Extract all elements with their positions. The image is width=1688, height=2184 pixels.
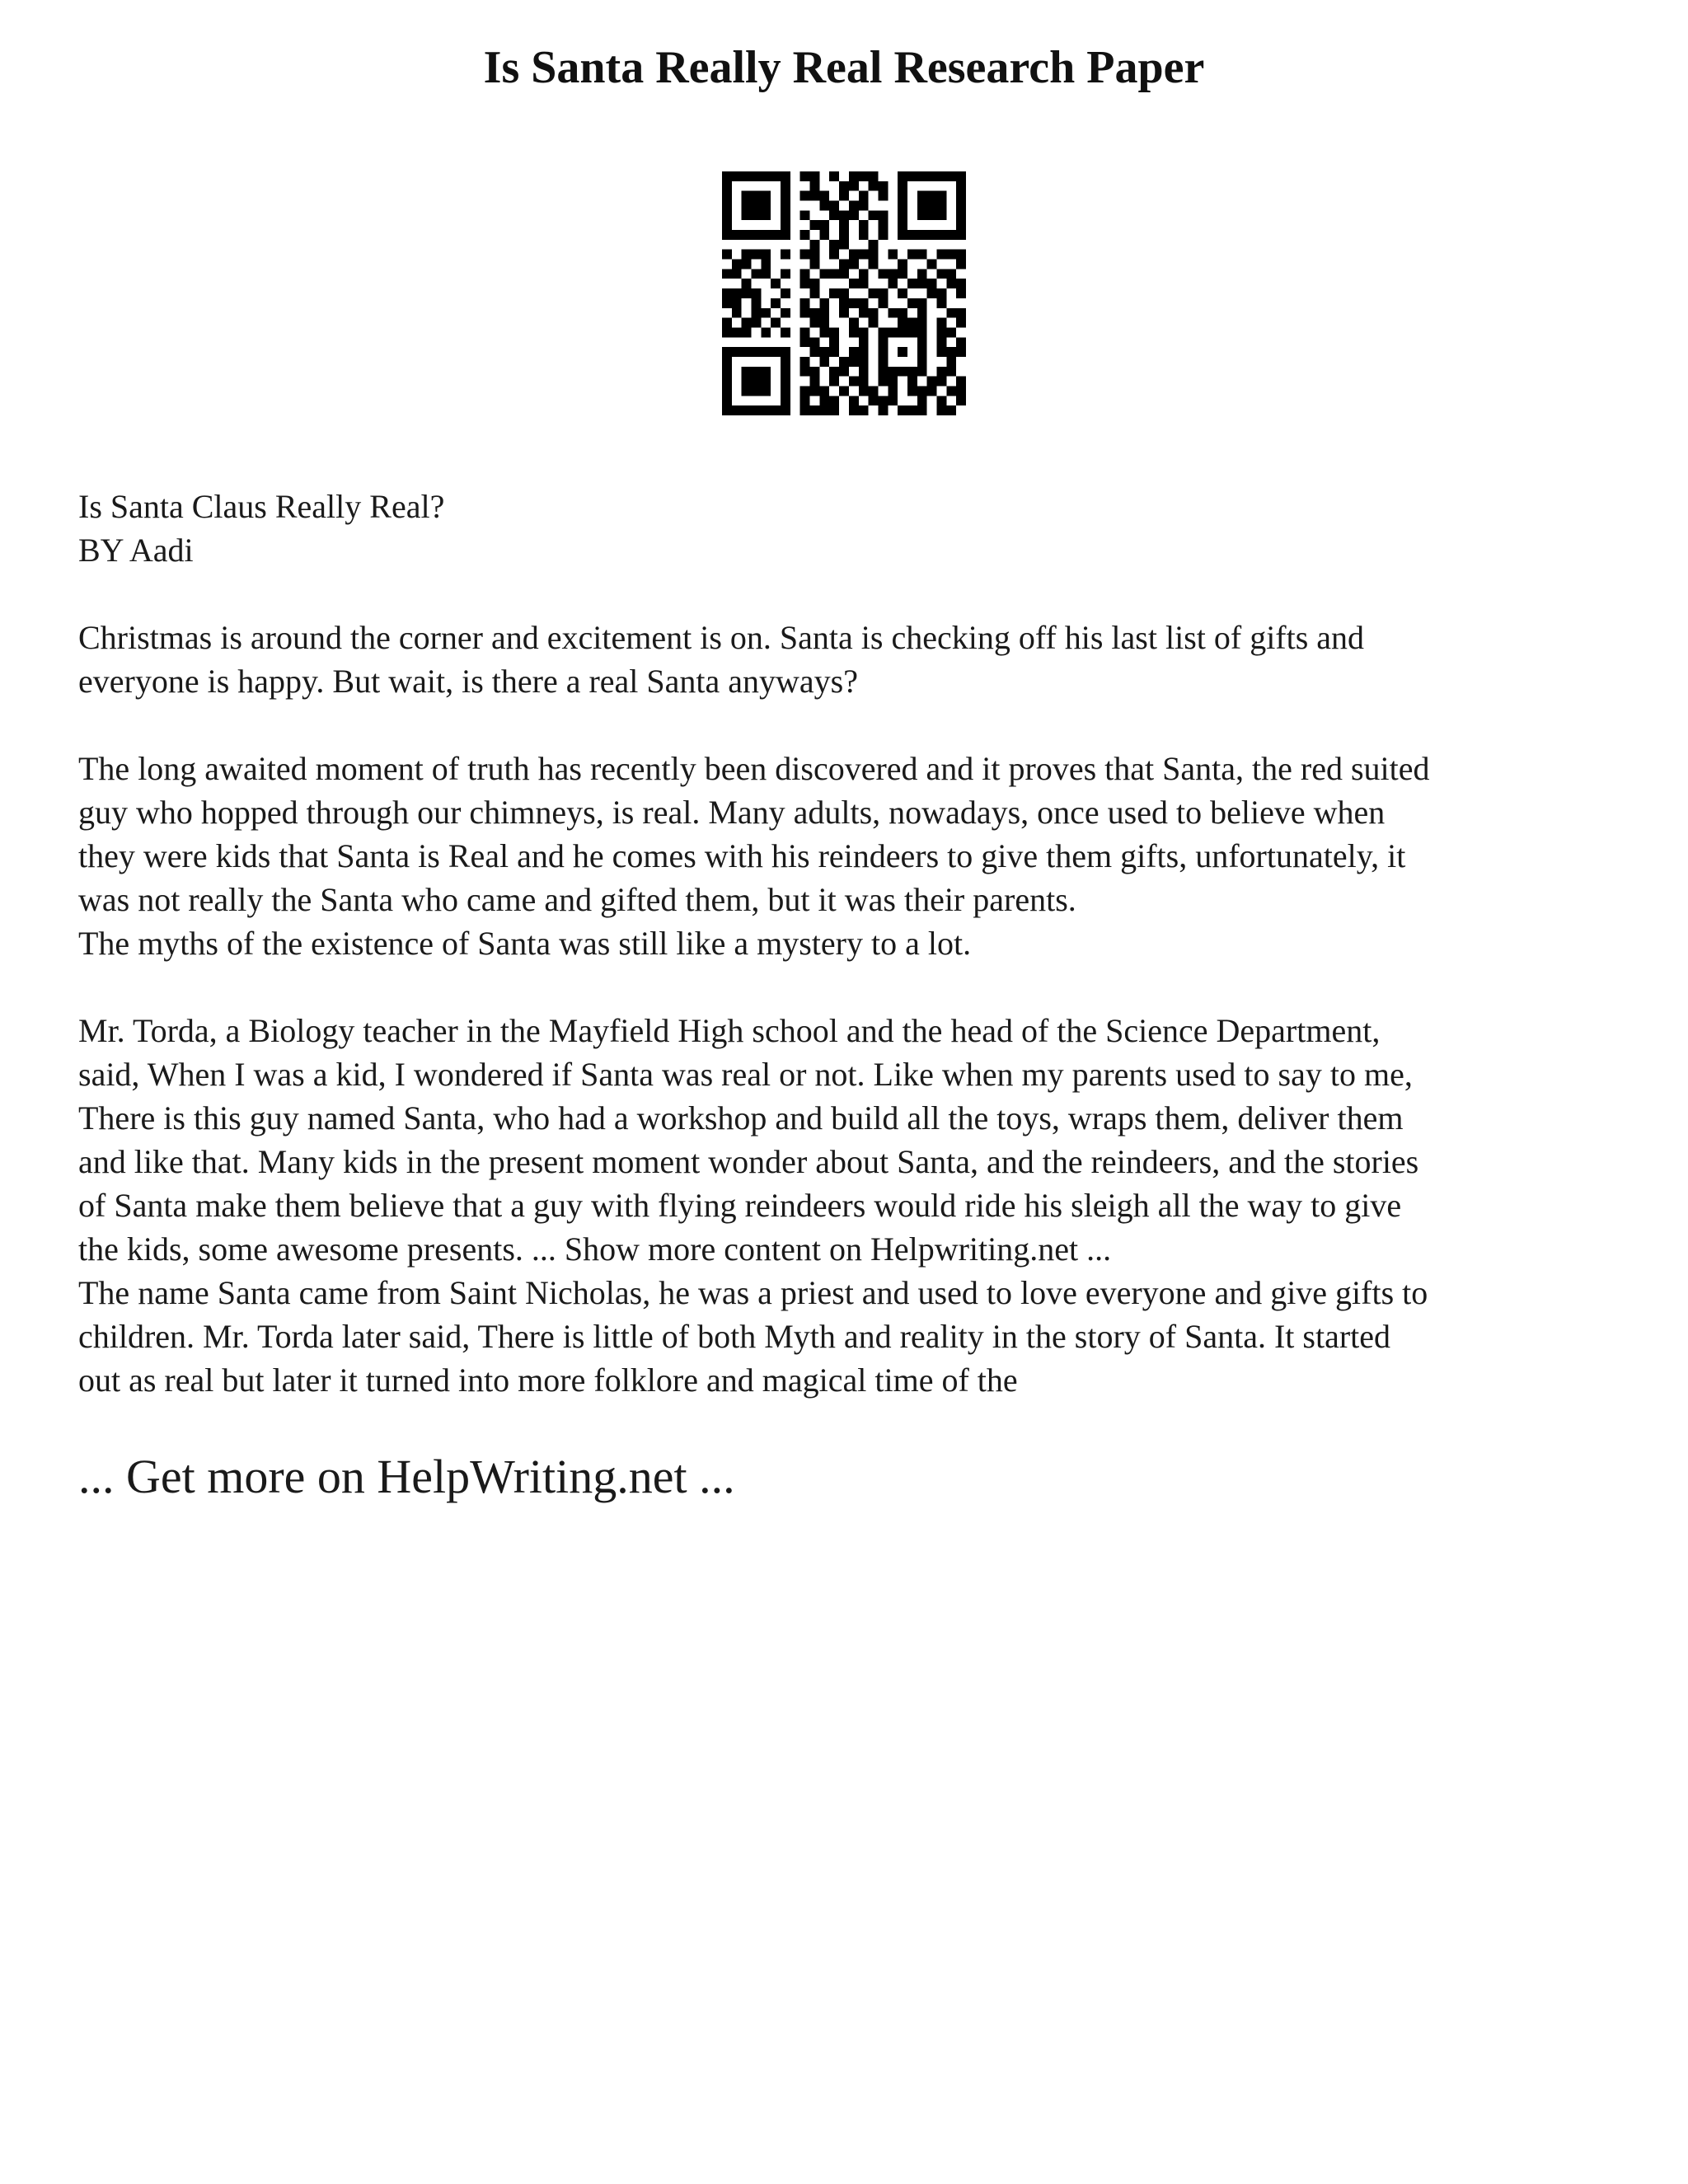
text-line: children. Mr. Torda later said, There is little of both Myth and reality in the story of Santa. It started xyxy=(78,1318,1391,1355)
text-line: The myths of the existence of Santa was still like a mystery to a lot. xyxy=(78,925,972,962)
text-line: they were kids that Santa is Real and he comes with his reindeers to give them gifts, unfortunately, it xyxy=(78,837,1406,874)
paragraph-1 xyxy=(78,616,1628,703)
text-line: said, When I was a kid, I wondered if Santa was real or not. Like when my parents used to say to me, xyxy=(78,1056,1413,1093)
article-body xyxy=(78,485,1628,1402)
paragraph-3 xyxy=(78,1009,1628,1402)
text-line: Christmas is around the corner and excitement is on. Santa is checking off his last list of gifts and xyxy=(78,619,1365,656)
get-more-link[interactable]: ... Get more on HelpWriting.net ... xyxy=(78,1450,735,1503)
text-line: of Santa make them believe that a guy with flying reindeers would ride his sleigh all the way to give xyxy=(78,1187,1402,1224)
article-heading: Is Santa Claus Really Real? xyxy=(78,488,445,525)
text-line: out as real but later it turned into more folklore and magical time of the xyxy=(78,1361,1018,1399)
paragraph-gap xyxy=(78,965,1628,1009)
document-title: Is Santa Really Real Research Paper xyxy=(483,42,1205,93)
text-line: everyone is happy. But wait, is there a real Santa anyways? xyxy=(78,663,858,700)
article-byline: BY Aadi xyxy=(78,532,194,569)
text-line: and like that. Many kids in the present moment wonder about Santa, and the reindeers, and the stories xyxy=(78,1143,1419,1180)
text-line: was not really the Santa who came and gifted them, but it was their parents. xyxy=(78,881,1076,918)
text-line: The name Santa came from Saint Nicholas, he was a priest and used to love everyone and give gifts to xyxy=(78,1274,1428,1311)
show-more-link[interactable]: the kids, some awesome presents. ... Show more content on Helpwriting.net ... xyxy=(78,1230,1112,1268)
text-line: guy who hopped through our chimneys, is real. Many adults, nowadays, once used to believe when xyxy=(78,794,1386,831)
paragraph-gap xyxy=(78,703,1628,747)
paragraph-gap xyxy=(78,572,1628,616)
text-line: Mr. Torda, a Biology teacher in the Mayfield High school and the head of the Science Department, xyxy=(78,1012,1381,1049)
text-line: The long awaited moment of truth has recently been discovered and it proves that Santa, the red suited xyxy=(78,750,1430,787)
text-line: There is this guy named Santa, who had a workshop and build all the toys, wraps them, deliver them xyxy=(78,1099,1404,1137)
paragraph-2 xyxy=(78,747,1628,965)
qr-code-icon[interactable] xyxy=(722,171,966,415)
